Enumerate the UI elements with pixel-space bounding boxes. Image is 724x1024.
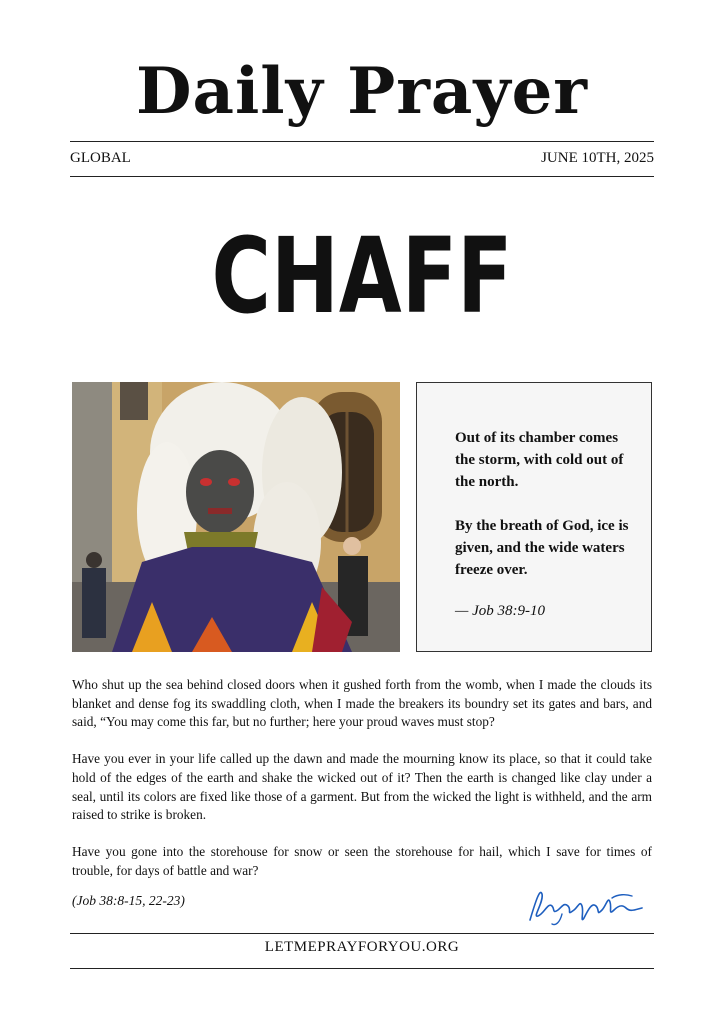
top-rule xyxy=(70,141,654,142)
scripture-quote-box xyxy=(416,382,652,652)
quote-citation: — Job 38:9-10 xyxy=(455,603,545,619)
footer-url[interactable]: LETMEPRAYFORYOU.ORG xyxy=(264,939,460,955)
quote-stanza-2: By the breath of God, ice is given, and the wide waters freeze over. xyxy=(455,518,629,578)
issue-date: JUNE 10TH, 2025 xyxy=(541,149,654,166)
photo-illustration xyxy=(72,382,400,652)
quote-stanza-1: Out of its chamber comes the storm, with cold out of the north. xyxy=(455,430,624,490)
scripture-reference: (Job 38:8-15, 22-23) xyxy=(72,893,185,908)
masked-figure-photo xyxy=(72,382,400,652)
edition-label: GLOBAL xyxy=(70,149,131,166)
dateline xyxy=(70,147,654,169)
masthead-title: Daily Prayer xyxy=(136,54,588,129)
body-paragraph-1: Who shut up the sea behind closed doors when it gushed forth from the womb, when I made the clouds its blanket and dense fog its swaddling cloth, when I made the breakers its boundry set its gates and bars, and said, “You may come this far, but no further; here your proud waves must stop? xyxy=(72,677,652,730)
body-paragraph-3: Have you gone into the storehouse for snow or seen the storehouse for hail, which I save for times of trouble, for days of battle and war? xyxy=(72,843,652,878)
article-body xyxy=(72,676,652,898)
quote-text xyxy=(455,427,635,603)
handwritten-signature xyxy=(522,880,648,930)
footer-bottom-rule xyxy=(70,968,654,969)
headline: CHAFF xyxy=(211,215,513,337)
body-paragraph-2: Have you ever in your life called up the dawn and made the mourning know its place, so that it could take hold of the edges of the earth and shake the wicked out of it? Then the earth is changed like clay under a seal, until its colors are fixed like those of a garment. But from the wicked the light is withheld, and the arm raised to strike is broken. xyxy=(72,751,652,823)
footer-top-rule xyxy=(70,933,654,934)
dateline-rule xyxy=(70,176,654,177)
signature-mark xyxy=(522,880,648,930)
